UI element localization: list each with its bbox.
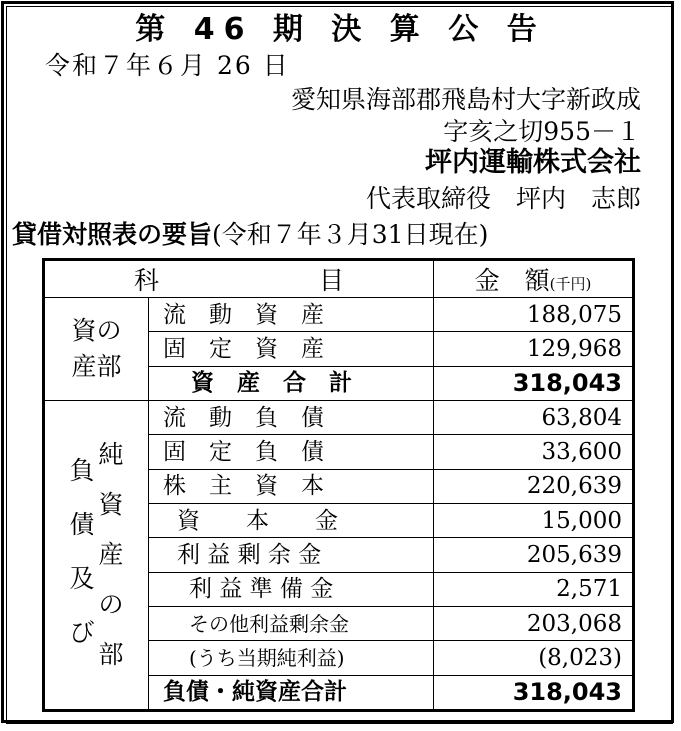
table-header-row <box>44 260 634 298</box>
notice-date: 令和７年６月 26 日 <box>45 51 290 80</box>
notice-title: 第 46 期 決 算 公 告 <box>135 12 546 47</box>
header-kingaku-label: 金 額 <box>474 266 550 295</box>
liabilities-total-label: 負債・純資産合計 <box>149 675 434 710</box>
item-label: 株 主 資 本 <box>149 469 434 503</box>
item-label: その他利益剰余金 <box>149 606 434 640</box>
liab-label-col-1 <box>69 430 94 680</box>
liab-char: の <box>98 589 124 619</box>
representative: 代表取締役 坪内 志郎 <box>365 184 641 213</box>
liab-char: 負 <box>69 455 95 485</box>
liab-char: 及 <box>69 563 95 593</box>
header-kamoku-left: 科 <box>133 266 159 295</box>
item-label: (うち当期純利益) <box>149 641 434 675</box>
table-row <box>44 298 634 332</box>
balance-sheet-heading <box>12 218 488 252</box>
liab-char: 資 <box>98 489 124 519</box>
liab-label-col-2 <box>99 430 124 680</box>
item-value: 205,639 <box>434 538 634 572</box>
item-value: 203,068 <box>434 606 634 640</box>
assets-total-value: 318,043 <box>434 366 634 400</box>
liab-char: び <box>69 617 95 647</box>
header-kamoku-right: 目 <box>319 266 345 295</box>
assets-category <box>44 298 149 401</box>
item-label: 流 動 資 産 <box>149 298 434 332</box>
liab-char: 純 <box>98 439 124 469</box>
item-label: 固 定 負 債 <box>149 435 434 469</box>
balance-sheet-table <box>42 258 635 712</box>
item-value: 220,639 <box>434 469 634 503</box>
item-value: (8,023) <box>434 641 634 675</box>
address-line-1: 愛知県海部郡飛島村大字新政成 <box>290 85 641 114</box>
assets-total-label: 資 産 合 計 <box>149 366 434 400</box>
header-kamoku <box>44 260 434 298</box>
item-value: 15,000 <box>434 503 634 537</box>
header-unit: (千円) <box>549 275 592 293</box>
item-value: 188,075 <box>434 298 634 332</box>
item-label: 固 定 資 産 <box>149 332 434 366</box>
item-value: 129,968 <box>434 332 634 366</box>
liabilities-category <box>44 400 149 710</box>
company-name: 坪内運輸株式会社 <box>425 147 641 178</box>
liab-char: 部 <box>98 639 124 669</box>
heading-date: (令和７年３月31日現在) <box>212 220 489 249</box>
assets-label-2: 産部 <box>71 351 122 381</box>
address-line-2: 字亥之切955－１ <box>443 117 641 146</box>
liab-char: 産 <box>98 539 124 569</box>
header-kingaku <box>434 260 634 298</box>
heading-main: 貸借対照表の要旨 <box>12 220 213 249</box>
item-value: 63,804 <box>434 400 634 434</box>
item-label: 利 益 剰 余 金 <box>149 538 434 572</box>
item-label: 利 益 準 備 金 <box>149 572 434 606</box>
liabilities-total-value: 318,043 <box>434 675 634 710</box>
item-label: 資 本 金 <box>149 503 434 537</box>
liab-char: 債 <box>69 509 95 539</box>
item-label: 流 動 負 債 <box>149 400 434 434</box>
assets-label-1: 資の <box>71 315 122 345</box>
table-row <box>44 400 634 434</box>
item-value: 2,571 <box>434 572 634 606</box>
item-value: 33,600 <box>434 435 634 469</box>
